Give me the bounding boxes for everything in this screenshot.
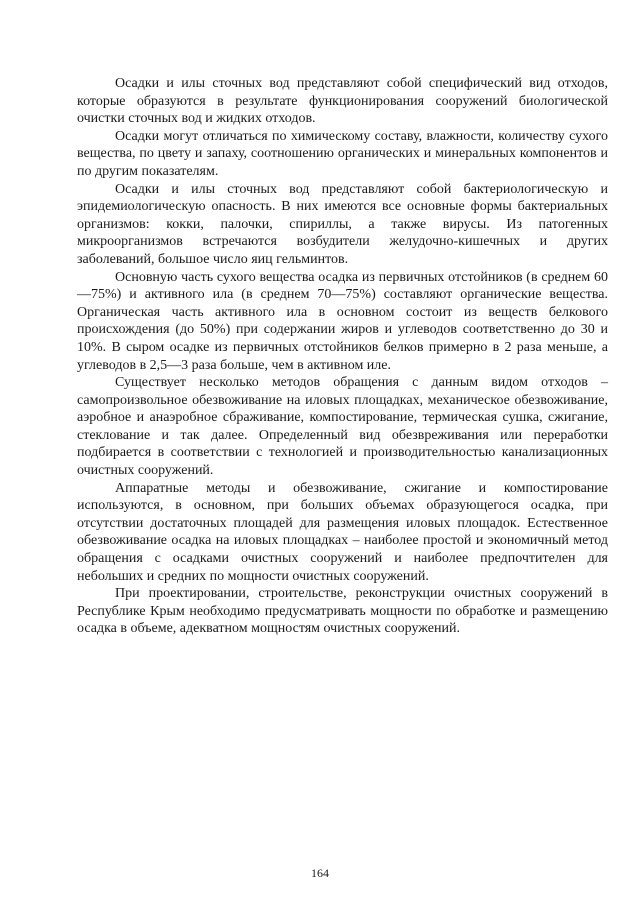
paragraph-dry-matter-composition: Основную часть сухого вещества осадка из первичных отстойников (в среднем 60—75%) и активного ила (в среднем 70—75%) составляют органические вещества. Органическая часть активного ила в основном состоит из веществ белкового происхождения (до 50%) при содержании жиров и углеводов соответственно до 30 и 10%. В сыром осадке из первичных отстойников белков примерно в 2 раза меньше, а углеводов в 2,5—3 раза больше, чем в активном иле. <box>77 269 608 373</box>
paragraph-crimea-requirements: При проектировании, строительстве, реконструкции очистных сооружений в Республике Крым необходимо предусматривать мощности по обработке и размещению осадка в объеме, адекватном мощностям очистных сооружений. <box>77 586 608 637</box>
paragraph-treatment-methods: Существует несколько методов обращения с данным видом отходов – самопроизвольное обезвоживание на иловых площадках, механическое обезвоживание, аэробное и анаэробное сбраживание, компостирование, термическая сушка, сжигание, стеклование и так далее. Определенный вид обезвреживания или переработки подбирается в соответствии с технологией и производительностью канализационных очистных сооружений. <box>77 375 608 479</box>
paragraph-sludge-definition: Осадки и илы сточных вод представляют собой специфический вид отходов, которые образуются в результате функционирования сооружений биологической очистки сточных вод и жидких отходов. <box>77 76 608 127</box>
document-body <box>77 75 608 638</box>
page-number: 164 <box>311 866 329 880</box>
paragraph-sludge-properties: Осадки могут отличаться по химическому составу, влажности, количеству сухого вещества, по цвету и запаху, соотношению органических и минеральных компонентов и по другим показателям. <box>77 128 608 179</box>
paragraph-biological-hazard: Осадки и илы сточных вод представляют собой бактериологическую и эпидемиологическую опасность. В них имеются все основные формы бактериальных организмов: кокки, палочки, спириллы, а также вирусы. Из патогенных микроорганизмов встречаются возбудители желудочно-кишечных и других заболеваний, большое число яиц гельминтов. <box>77 181 608 267</box>
paragraph-method-selection: Аппаратные методы и обезвоживание, сжигание и компостирование используются, в основном, при больших объемах образующегося осадка, при отсутствии достаточных площадей для размещения иловых площадок. Естественное обезвоживание осадка на иловых площадках – наиболее простой и экономичный метод обращения с осадками очистных сооружений и наиболее предпочтителен для небольших и средних по мощности очистных сооружений. <box>77 480 608 584</box>
